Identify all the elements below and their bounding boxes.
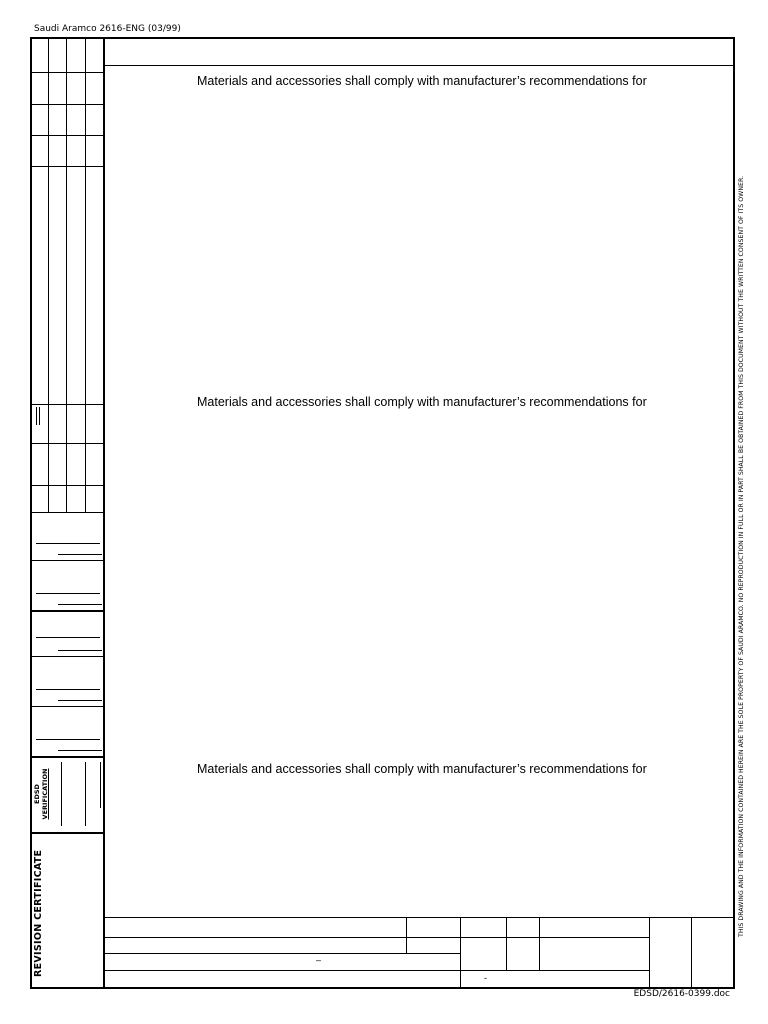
rev-grid-hline: [30, 104, 104, 105]
signature-line: [36, 593, 100, 594]
title-block-vline: [649, 917, 650, 989]
signature-line: [36, 689, 100, 690]
edsd-verification-label: EDSD VERIFICATION: [33, 768, 49, 820]
sig-block-border: [30, 656, 104, 657]
rev-grid-vline-1: [48, 37, 49, 513]
rev-grid-vline-2: [66, 37, 67, 513]
rev-grid-hline: [30, 443, 104, 444]
rev-grid-hline: [30, 512, 104, 513]
signature-line: [36, 543, 100, 544]
sig-block-border: [30, 560, 104, 561]
title-block-vline: [406, 917, 407, 954]
signature-line: [36, 637, 100, 638]
date-line: [58, 650, 102, 651]
date-line: [58, 554, 102, 555]
rev-grid-hline: [30, 135, 104, 136]
sig-block-border: [30, 706, 104, 707]
top-strip-line: [103, 65, 735, 66]
date-line: [58, 700, 102, 701]
edsd-vline: [85, 762, 86, 826]
rev-tick: [36, 407, 37, 425]
signature-line: [36, 739, 100, 740]
title-block-hline: [460, 937, 649, 938]
edsd-bottom-border: [30, 832, 104, 834]
title-block-vline: [460, 917, 461, 989]
ownership-notice: THIS DRAWING AND THE INFORMATION CONTAINED HEREIN ARE THE SOLE PROPERTY OF SAUDI ARAMCO. NO REPRODUCTION IN FULL OR IN PART SHALL BE OBTAINED FROM THIS DOCUMENT WITHOUT THE WRITTEN CONSENT OF ITS OWNER.: [738, 175, 745, 937]
drawing-frame: [30, 37, 735, 989]
edsd-vline: [100, 762, 101, 808]
left-column-divider: [103, 37, 105, 989]
rev-grid-vline-3: [85, 37, 86, 513]
document-id: EDSD/2616-0399.doc: [633, 989, 730, 999]
title-block-vline: [691, 917, 692, 989]
rev-grid-hline: [30, 404, 104, 405]
date-line: [58, 604, 102, 605]
edsd-vline: [61, 762, 62, 826]
sig-block-border: [30, 756, 104, 758]
rev-grid-hline: [30, 72, 104, 73]
date-line: [58, 750, 102, 751]
title-block-vline: [539, 917, 540, 970]
title-block-top: [103, 917, 735, 918]
title-block-hline: [103, 970, 649, 971]
form-id: Saudi Aramco 2616-ENG (03/99): [34, 24, 181, 34]
body-paragraph-2: Materials and accessories shall comply with manufacturer’s recommendations for: [197, 395, 647, 409]
title-block-dash: -: [484, 973, 487, 983]
body-paragraph-1: Materials and accessories shall comply with manufacturer’s recommendations for: [197, 74, 647, 88]
title-block-vline: [506, 917, 507, 970]
rev-tick: [39, 407, 40, 425]
sig-block-border: [30, 610, 104, 612]
title-block-dash: –: [316, 955, 322, 965]
body-paragraph-3: Materials and accessories shall comply with manufacturer’s recommendations for: [197, 762, 647, 776]
rev-grid-hline: [30, 485, 104, 486]
revision-certificate-label: REVISION CERTIFICATE: [33, 849, 44, 977]
rev-grid-hline: [30, 166, 104, 167]
